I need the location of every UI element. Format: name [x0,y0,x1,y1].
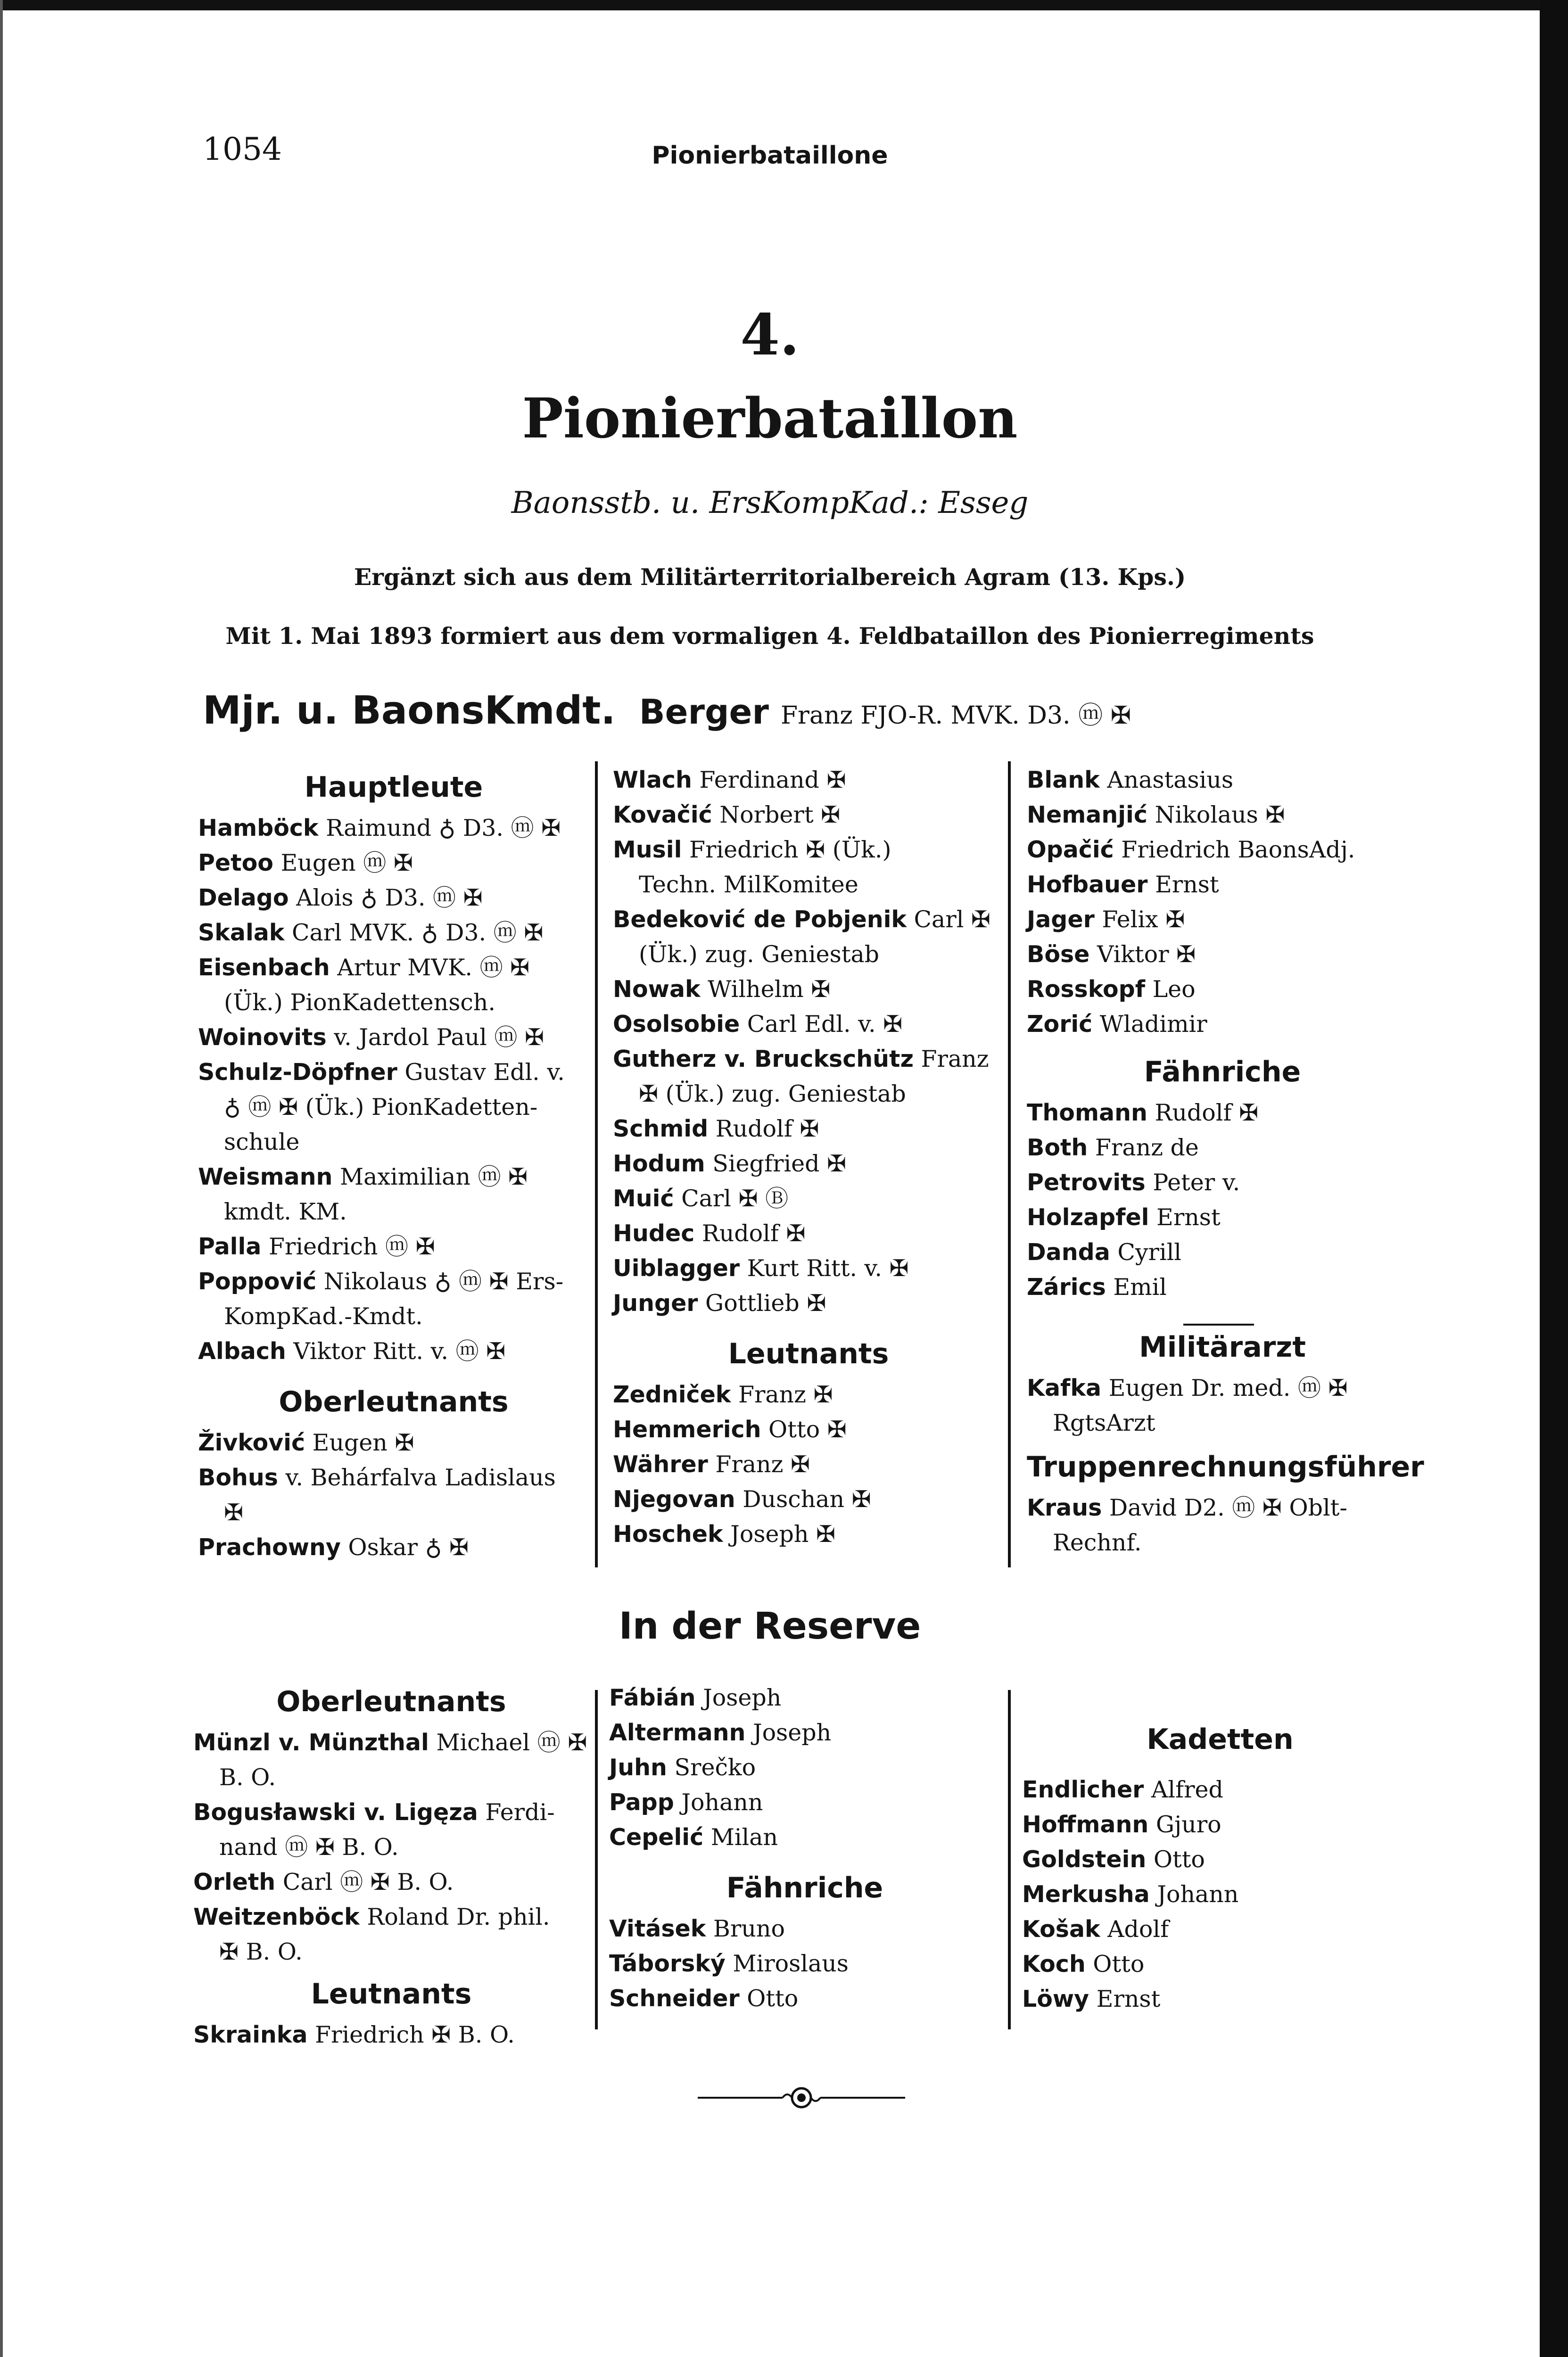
reserve-kadetten-list [1022,1772,1418,2017]
entry-details: schule [224,1129,300,1155]
entry-surname: Petoo [198,849,273,876]
section-title: Pionierbataillon [522,387,1018,451]
entry-surname: Košak [1022,1916,1100,1943]
entry-line [1027,1491,1418,1525]
entry-details: Carl MVK. ♁ D3. ⓜ ✠ [284,919,544,946]
commander-rank: Mjr. u. BaonsKmdt. [203,688,616,733]
entry-details: (Ük.) PionKadettensch. [224,989,495,1016]
entry-surname: Skalak [198,919,285,946]
entry-details: Eugen ✠ [305,1429,414,1456]
entry-details: Michael ⓜ ✠ [429,1729,587,1756]
entry-line [198,846,589,881]
entry-surname: Merkusha [1022,1881,1150,1908]
entry-surname: Zedniček [613,1381,731,1408]
entry-surname: Bohus [198,1464,278,1491]
entry-surname: Zorić [1027,1011,1093,1038]
entry-line [1027,867,1418,902]
entry-surname: Uiblagger [613,1255,740,1282]
entry-surname: Zárics [1027,1274,1106,1301]
entry-details: ✠ (Ük.) zug. Geniestab [639,1080,906,1107]
entry-details: Nikolaus ♁ ⓜ ✠ Ers- [316,1268,564,1295]
entry-details: B. O. [219,1764,276,1791]
entry-details: ✠ [224,1499,244,1526]
entry-surname: Gutherz v. Bruckschütz [613,1046,914,1072]
entry-line [198,1090,589,1125]
entry-details: Ernst [1089,1986,1161,2012]
entry-line [198,1160,589,1195]
entry-line [1022,1947,1418,1982]
entry-details: Duschan ✠ [735,1486,871,1513]
entry-surname: Holzapfel [1027,1204,1149,1231]
entry-details: Eugen Dr. med. ⓜ ✠ [1101,1375,1348,1401]
entry-surname: Palla [198,1233,262,1260]
entry-line [1022,1772,1418,1807]
entry-details: Alois ♁ D3. ⓜ ✠ [289,884,483,911]
entry-details: Franz de [1088,1134,1199,1161]
entry-details: Maximilian ⓜ ✠ [332,1163,528,1190]
entry-details: Raimund ♁ D3. ⓜ ✠ [318,815,561,841]
entry-line [193,1935,589,1970]
entry-line [613,972,1004,1007]
entry-surname: Musil [613,836,682,863]
entry-details: v. Jardol Paul ⓜ ✠ [326,1024,545,1051]
entry-details: Viktor Ritt. v. ⓜ ✠ [286,1338,506,1365]
hauptleute-list-cont [613,763,1004,1321]
entry-line [193,1795,589,1830]
entry-details: Ernst [1149,1204,1221,1231]
entry-details: Kurt Ritt. v. ✠ [740,1255,909,1282]
entry-details: Anastasius [1099,766,1233,793]
entry-line [1027,1130,1418,1165]
entry-surname: Böse [1027,941,1090,968]
entry-surname: Schneider [609,1985,740,2012]
entry-details: Joseph [745,1719,832,1746]
reserve-header-oberleutnants: Oberleutnants [276,1685,506,1718]
entry-line [198,811,589,846]
header-faehnriche: Fähnriche [1144,1055,1301,1088]
entry-details: Emil [1106,1274,1167,1301]
entry-line [198,1426,589,1460]
entry-details: Ferdi- [478,1799,555,1826]
entry-line [609,1785,1000,1820]
entry-line [193,1725,589,1760]
entry-line [193,1760,589,1795]
entry-line [1027,1007,1418,1042]
entry-line [1027,972,1418,1007]
entry-line [613,1181,1004,1216]
entry-surname: Löwy [1022,1986,1089,2012]
entry-line [1027,1096,1418,1130]
entry-details: Gustav Edl. v. [397,1059,565,1086]
entry-surname: Koch [1022,1951,1086,1978]
entry-surname: Papp [609,1789,674,1816]
entry-details: Milan [703,1824,778,1851]
entry-details: Viktor ✠ [1089,941,1196,968]
entry-line [1027,798,1418,832]
officer-column-3 [1027,763,1424,1560]
entry-line [613,867,1004,902]
entry-details: Srečko [667,1754,756,1781]
closing-ornament [698,2086,905,2110]
entry-line [198,1530,589,1565]
entry-details: Carl ⓜ ✠ B. O. [275,1869,454,1895]
entry-line [613,1447,1004,1482]
section-number: 4. [740,302,800,368]
entry-surname: Bedeković de Pobjenik [613,906,907,933]
entry-surname: Fábián [609,1684,696,1711]
scan-edge-right [1540,0,1568,2357]
commander-details: Franz FJO-R. MVK. D3. ⓜ ✠ [780,701,1131,730]
entry-details: Ferdinand ✠ [692,766,846,793]
entry-details: Carl ✠ Ⓑ [674,1185,789,1212]
entry-line [1022,1912,1418,1947]
reserve-header-leutnants: Leutnants [311,1978,472,2011]
entry-details: Gjuro [1148,1811,1221,1838]
reserve-divider-2 [1008,1690,1011,2029]
entry-details: Franz [913,1046,989,1072]
entry-line [193,1830,589,1865]
entry-line [613,1251,1004,1286]
entry-details: Cyrill [1110,1239,1181,1266]
entry-details: Joseph [695,1684,782,1711]
entry-details: Miroslaus [725,1950,849,1977]
header-truppenrechnungsfuehrer: Truppenrechnungsführer [1027,1450,1424,1483]
entry-line [613,1482,1004,1517]
entry-line [613,763,1004,798]
entry-line [1027,1371,1418,1406]
entry-surname: Junger [613,1290,698,1317]
entry-surname: Hoschek [613,1521,723,1548]
hauptleute-list [198,811,589,1369]
entry-details: Johann [1149,1881,1239,1908]
entry-surname: Hoffmann [1022,1811,1149,1838]
entry-details: Carl ✠ [906,906,990,933]
entry-line [198,1055,589,1090]
header-hauptleute: Hauptleute [304,771,483,804]
entry-surname: Blank [1027,766,1100,793]
entry-line [1022,1982,1418,2017]
entry-surname: Kafka [1027,1375,1102,1401]
entry-surname: Poppović [198,1268,317,1295]
entry-line [1027,1200,1418,1235]
reserve-faehnriche-list [609,1912,1000,2016]
reserve-header-faehnriche: Fähnriche [726,1871,883,1904]
entry-surname: Thomann [1027,1099,1147,1126]
entry-details: Friedrich ✠ B. O. [307,2021,515,2048]
entry-details: Joseph ✠ [723,1521,836,1548]
entry-surname: Schmid [613,1115,709,1142]
entry-details: ♁ ⓜ ✠ (Ük.) PionKadetten- [224,1094,538,1121]
entry-line [613,1216,1004,1251]
column-divider-1 [595,761,598,1567]
entry-line [609,1681,1000,1715]
entry-details: Otto [1085,1951,1145,1978]
entry-surname: Živković [198,1429,305,1456]
entry-details: Carl Edl. v. ✠ [740,1011,903,1038]
entry-details: Gottlieb ✠ [698,1290,826,1317]
entry-details: Wilhelm ✠ [700,976,831,1003]
entry-details: Otto [1146,1846,1205,1873]
entry-line [613,1146,1004,1181]
formation-info: Mit 1. Mai 1893 formiert aus dem vormaligen 4. Feldbataillon des Pionierregiments [225,622,1314,650]
entry-surname: Nemanjić [1027,801,1147,828]
entry-surname: Endlicher [1022,1776,1144,1803]
entry-details: Johann [674,1789,763,1816]
reserve-oberleutnants-list [193,1725,589,1970]
entry-surname: Vitásek [609,1915,706,1942]
entry-line [198,950,589,985]
entry-details: Leo [1145,976,1196,1003]
entry-surname: Schulz-Döpfner [198,1059,397,1086]
entry-details: Eugen ⓜ ✠ [273,849,413,876]
entry-details: Nikolaus ✠ [1147,801,1285,828]
entry-line [609,1946,1000,1981]
header-oberleutnants: Oberleutnants [279,1385,509,1418]
entry-details: Friedrich ⓜ ✠ [261,1233,435,1260]
reserve-column-2 [609,1681,1000,2016]
entry-surname: Wlach [613,766,692,793]
entry-details: Rudolf ✠ [694,1220,806,1247]
entry-details: Techn. MilKomitee [639,871,858,898]
entry-details: nand ⓜ ✠ B. O. [219,1834,399,1861]
entry-details: Artur MVK. ⓜ ✠ [330,954,530,981]
entry-line [1027,1406,1418,1441]
entry-line [613,1377,1004,1412]
entry-details: Ernst [1147,871,1219,898]
entry-details: (Ük.) zug. Geniestab [639,941,880,968]
entry-line [198,1195,589,1229]
militaerarzt-list [1027,1371,1418,1441]
oberleutnants-list [198,1426,589,1565]
entry-surname: Njegovan [613,1486,735,1513]
entry-line [613,1077,1004,1112]
running-head: Pionierbataillone [652,141,888,170]
entry-surname: Petrovits [1027,1169,1146,1196]
entry-line [1027,1235,1418,1270]
entry-details: Felix ✠ [1094,906,1185,933]
reserve-column-3 [1022,1716,1418,2017]
commander-name: Berger [639,692,769,732]
officer-column-2 [613,763,1004,1552]
entry-details: Rudolf ✠ [708,1115,819,1142]
entry-line [609,1750,1000,1785]
reserve-divider-1 [595,1690,598,2029]
entry-surname: Weitzenböck [193,1904,360,1930]
entry-line [1027,832,1418,867]
entry-details: Rudolf ✠ [1147,1099,1259,1126]
entry-details: kmdt. KM. [224,1198,347,1225]
reserve-column-1 [193,1678,589,2052]
entry-surname: Hofbauer [1027,871,1148,898]
entry-surname: Münzl v. Münzthal [193,1729,429,1756]
entry-line [198,915,589,950]
recruitment-info: Ergänzt sich aus dem Militärterritorialbereich Agram (13. Kps.) [354,563,1186,591]
entry-surname: Prachowny [198,1534,341,1561]
entry-line [609,1912,1000,1946]
entry-surname: Hudec [613,1220,695,1247]
entry-line [198,1125,589,1160]
entry-surname: Cepelić [609,1824,704,1851]
entry-surname: Both [1027,1134,1088,1161]
officer-column-1 [198,764,589,1565]
entry-surname: Delago [198,884,289,911]
entry-line [613,902,1004,937]
entry-surname: Hemmerich [613,1416,761,1443]
entry-line [198,1264,589,1299]
entry-line [198,881,589,915]
entry-details: Franz ✠ [708,1451,810,1478]
entry-line [193,1865,589,1900]
entry-surname: Bogusławski v. Ligęza [193,1799,478,1826]
entry-details: KompKad.-Kmdt. [224,1303,423,1330]
entry-line [609,1981,1000,2016]
entry-surname: Kovačić [613,801,712,828]
entry-surname: Woinovits [198,1024,327,1051]
entry-line [609,1820,1000,1855]
oberleutnants-list-cont [1027,763,1418,1042]
entry-surname: Muić [613,1185,674,1212]
entry-surname: Jager [1027,906,1095,933]
entry-details: Franz ✠ [731,1381,833,1408]
entry-surname: Goldstein [1022,1846,1147,1873]
entry-line [613,1042,1004,1077]
entry-line [1022,1807,1418,1842]
entry-details: v. Behárfalva Ladislaus [278,1464,556,1491]
entry-details: Roland Dr. phil. [359,1904,550,1930]
entry-surname: Hamböck [198,815,319,841]
entry-line [198,1334,589,1369]
reserve-header-kadetten: Kadetten [1147,1723,1294,1756]
entry-details: Bruno [706,1915,785,1942]
page-number: 1054 [203,131,282,167]
entry-surname: Osolsobie [613,1011,740,1038]
entry-line [1022,1877,1418,1912]
entry-line [613,1007,1004,1042]
entry-surname: Táborský [609,1950,726,1977]
entry-line [198,1299,589,1334]
entry-line [1027,937,1418,972]
entry-surname: Juhn [609,1754,667,1781]
entry-details: Peter v. [1145,1169,1240,1196]
header-militaerarzt: Militärarzt [1139,1331,1306,1364]
entry-line [1027,1270,1418,1305]
entry-line [1022,1842,1418,1877]
entry-details: RgtsArzt [1053,1409,1155,1436]
entry-details: Siegfried ✠ [705,1150,847,1177]
entry-surname: Kraus [1027,1494,1102,1521]
entry-surname: Weismann [198,1163,333,1190]
entry-details: Friedrich BaonsAdj. [1114,836,1355,863]
entry-details: Norbert ✠ [712,801,841,828]
entry-details: Otto [739,1985,799,2012]
entry-surname: Albach [198,1338,286,1365]
garrison-line: Baonsstb. u. ErsKompKad.: Esseg [511,486,1029,520]
entry-line [198,1020,589,1055]
entry-details: Wladimir [1092,1011,1207,1038]
entry-line [613,1517,1004,1552]
entry-line [193,2018,589,2052]
entry-line [198,1229,589,1264]
entry-line [198,985,589,1020]
entry-details: Rechnf. [1053,1529,1142,1556]
entry-details: ✠ B. O. [219,1938,303,1965]
entry-surname: Orleth [193,1869,276,1895]
entry-surname: Nowak [613,976,701,1003]
header-leutnants: Leutnants [728,1337,889,1370]
entry-line [609,1715,1000,1750]
entry-surname: Opačić [1027,836,1114,863]
entry-details: Friedrich ✠ (Ük.) [682,836,891,863]
commander-line [203,688,1131,733]
entry-line [613,1112,1004,1146]
entry-line [1027,902,1418,937]
entry-details: Oskar ♁ ✠ [340,1534,469,1561]
reserve-title: In der Reserve [619,1605,921,1648]
entry-line [613,832,1004,867]
entry-details: Alfred [1144,1776,1223,1803]
entry-surname: Danda [1027,1239,1110,1266]
reserve-leutnants-list [193,2018,589,2052]
entry-surname: Hodum [613,1150,705,1177]
entry-line [613,1286,1004,1321]
entry-line [613,1412,1004,1447]
entry-surname: Rosskopf [1027,976,1146,1003]
column-divider-2 [1008,761,1011,1567]
entry-line [1027,763,1418,798]
entry-line [1027,1525,1418,1560]
entry-line [193,1900,589,1935]
entry-details: Adolf [1100,1916,1169,1943]
reserve-leutnants-list-cont [609,1681,1000,1855]
entry-line [613,798,1004,832]
entry-surname: Eisenbach [198,954,330,981]
truppenrechnungsfuehrer-list [1027,1491,1418,1560]
entry-line [1027,1165,1418,1200]
entry-surname: Skrainka [193,2021,308,2048]
scan-edge-top [0,0,1568,10]
entry-surname: Altermann [609,1719,746,1746]
leutnants-list [613,1377,1004,1552]
entry-surname: Währer [613,1451,708,1478]
entry-line [613,937,1004,972]
entry-line [198,1495,589,1530]
faehnriche-list [1027,1096,1418,1305]
entry-line [198,1460,589,1495]
entry-details: David D2. ⓜ ✠ Oblt- [1102,1494,1347,1521]
entry-details: Otto ✠ [761,1416,847,1443]
